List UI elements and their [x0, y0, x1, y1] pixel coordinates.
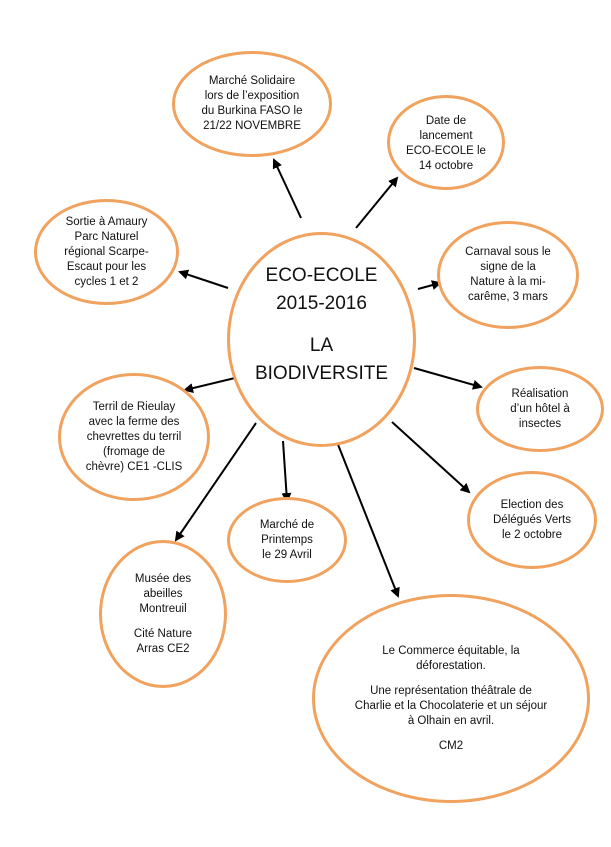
center-years: 2015-2016	[276, 293, 367, 314]
node-text-line: 14 octobre	[418, 160, 474, 172]
node-text-line	[355, 729, 547, 739]
node-text-line: Charlie et la Chocolaterie et un séjour	[354, 699, 548, 712]
node-text-line: Délégués Verts	[493, 513, 571, 526]
node-text-line: Carnaval sous le	[465, 246, 551, 258]
node-text-line: d’un hôtel à	[510, 402, 570, 415]
node-text-line: signe de la	[480, 261, 536, 273]
arrow-to-carnaval	[418, 283, 440, 289]
node-text-line: le 2 octobre	[501, 528, 563, 541]
node-text-line: Parc Naturel	[74, 230, 139, 243]
node-text-line	[134, 617, 192, 627]
node-text-line: Sortie à Amaury	[65, 215, 148, 228]
node-text-line: lors de l’exposition	[204, 90, 300, 102]
node-text-line: carême, 3 mars	[468, 291, 548, 303]
node-text-line: du Burkina FASO le	[201, 105, 303, 117]
node-text-line: (fromage de	[102, 445, 165, 458]
arrow-to-terril	[185, 378, 235, 390]
node-text-line: abeilles	[143, 587, 183, 600]
node-text-line: Cité Nature	[133, 627, 193, 640]
center-theme-article: LA	[309, 335, 334, 356]
node-text-line: Printemps	[261, 533, 313, 546]
node-text-line: Marché Solidaire	[208, 75, 296, 87]
node-text-line: Réalisation	[511, 387, 569, 400]
node-text-line: cycles 1 et 2	[74, 275, 139, 288]
node-text-line: ECO-ECOLE le	[406, 145, 486, 157]
center-theme: BIODIVERSITE	[254, 363, 389, 384]
arrow-to-marche-printemps	[283, 441, 287, 501]
node-text-line: Marché de	[259, 518, 315, 531]
node-text-line: Une représentation théâtrale de	[370, 684, 532, 697]
node-text-line: régional Scarpe-	[64, 245, 149, 258]
arrow-to-commerce	[337, 442, 398, 596]
node-text-line: déforestation.	[416, 659, 486, 672]
node-text-line: chevrettes du terril	[86, 430, 182, 443]
node-text-line: Montreuil	[139, 602, 187, 615]
node-text-line: avec la ferme des	[88, 415, 180, 428]
node-text-line: Nature à la mi-	[470, 276, 546, 288]
node-text-line: à Olhain en avril.	[407, 714, 495, 727]
node-text-line: Escaut pour les	[66, 260, 147, 273]
node-text-line: Musée des	[134, 572, 192, 585]
node-text-line: Terril de Rieulay	[92, 400, 176, 413]
node-text-line: CM2	[438, 739, 464, 752]
node-date-lancement	[387, 95, 505, 190]
node-text-line: Arras CE2	[136, 642, 190, 655]
node-text-line: Election des	[500, 498, 564, 511]
node-commerce	[312, 594, 590, 803]
node-text-line: lancement	[419, 130, 473, 142]
center-title: ECO-ECOLE	[265, 265, 378, 286]
node-terril	[58, 373, 210, 501]
node-text-line: 21/22 NOVEMBRE	[203, 120, 301, 132]
node-musee	[99, 540, 227, 688]
node-text-line: chèvre) CE1 -CLIS	[85, 460, 183, 473]
node-text-line	[355, 674, 547, 684]
node-text-line: insectes	[518, 417, 562, 430]
node-text-line: Le Commerce équitable, la	[382, 644, 520, 657]
arrow-to-marche-solidaire	[274, 160, 301, 218]
center-node	[227, 232, 416, 447]
arrow-to-hotel-insectes	[414, 368, 481, 387]
arrow-to-sortie-amaury	[180, 272, 228, 288]
node-election	[467, 471, 597, 569]
node-marche-printemps	[227, 497, 347, 583]
node-sortie-amaury	[34, 199, 179, 305]
node-hotel-insectes	[476, 366, 604, 452]
node-text-line: le 29 Avril	[262, 548, 312, 561]
node-marche-solidaire	[172, 51, 332, 157]
arrow-to-election	[392, 422, 469, 492]
arrow-to-date-lancement	[356, 178, 397, 228]
node-carnaval	[437, 221, 579, 329]
node-text-line: Date de	[425, 115, 467, 127]
